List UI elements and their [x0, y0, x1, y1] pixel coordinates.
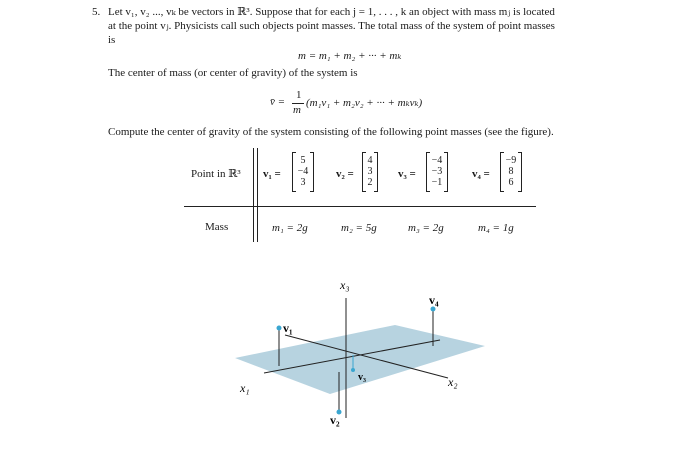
v2-label: v₂: [330, 413, 340, 427]
v3-label: v₃: [358, 372, 366, 383]
x2-label: x₂: [448, 375, 458, 389]
x1-label: x₁: [240, 381, 250, 395]
mass-m2: m₂ = 5g: [341, 222, 377, 234]
v1-z: 3: [300, 177, 306, 188]
table-header-mass: Mass: [205, 221, 229, 233]
v1-x: 5: [300, 155, 306, 166]
v4-z: 6: [508, 177, 514, 188]
v3-z: −1: [431, 177, 443, 188]
total-mass-equation: m = m₁ + m₂ + ··· + mₖ: [298, 50, 402, 62]
center-eq-lhs: v̄ =: [270, 96, 286, 108]
v4-x: −9: [505, 155, 517, 166]
mass-m1: m₁ = 2g: [272, 222, 308, 234]
center-eq-numerator: 1: [296, 89, 302, 101]
problem-line-1: Let v₁, v₂ ..., vₖ be vectors in ℝ³. Suppose that for each j = 1, . . . , k an object with mass mⱼ is located: [108, 6, 555, 18]
v2-x: 4: [367, 155, 373, 166]
center-eq-denominator: m: [293, 104, 301, 116]
mass-m3: m₃ = 2g: [408, 222, 444, 234]
center-of-mass-intro: The center of mass (or center of gravity) of the system is: [108, 67, 358, 79]
v4-point: [431, 307, 436, 312]
v2-y: 3: [367, 166, 373, 177]
point-label-v2: v₂ =: [336, 168, 354, 180]
problem-line-3: is: [108, 34, 116, 46]
v2-z: 2: [367, 177, 373, 188]
v4-y: 8: [508, 166, 514, 177]
center-eq-rhs: (m₁v₁ + m₂v₂ + ··· + mₖvₖ): [306, 97, 423, 109]
x3-label: x₃: [340, 278, 350, 292]
v1-label: v₁: [283, 321, 293, 335]
point-label-v3: v₃ =: [398, 168, 416, 180]
table-header-point: Point in ℝ³: [191, 168, 241, 180]
mass-m4: m₄ = 1g: [478, 222, 514, 234]
v1-y: −4: [297, 166, 309, 177]
point-label-v4: v₄ =: [472, 168, 490, 180]
v3-point: [351, 368, 355, 372]
problem-number: 5.: [92, 6, 101, 18]
problem-line-2: at the point vⱼ. Physicists call such objects point masses. The total mass of the system of point masses: [108, 20, 555, 32]
v4-label: v₄: [429, 293, 439, 307]
point-label-v1: v₁ =: [263, 168, 281, 180]
task-statement: Compute the center of gravity of the system consisting of the following point masses (see the figure).: [108, 126, 554, 138]
v3-x: −4: [431, 155, 443, 166]
v3-y: −3: [431, 166, 443, 177]
v1-point: [277, 326, 282, 331]
